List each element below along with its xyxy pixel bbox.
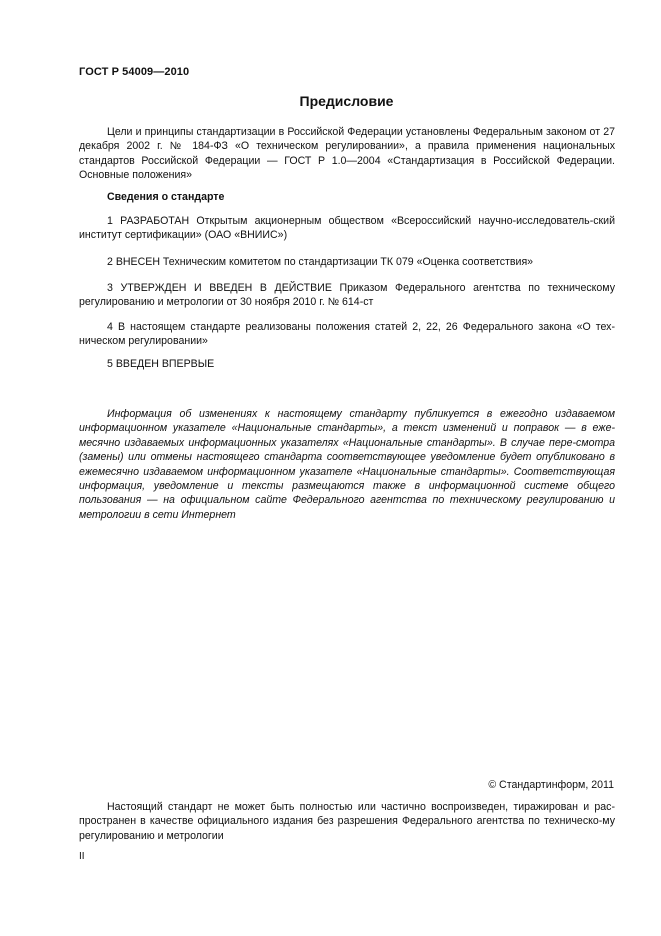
page-title: Предисловие: [299, 93, 394, 109]
info-item-5: 5 ВВЕДЕН ВПЕРВЫЕ: [107, 358, 215, 370]
info-item-4: 4 В настоящем стандарте реализованы положения статей 2, 22, 26 Федерального закона «О тех-ническом регулировании»: [79, 321, 615, 348]
reproduction-notice: Настоящий стандарт не может быть полностью или частично воспроизведен, тиражирован и рас-пространен в качестве официального издания без разрешения Федерального агентства по техническо-му регулированию и метрологии: [79, 801, 615, 842]
info-item-3: 3 УТВЕРЖДЕН И ВВЕДЕН В ДЕЙСТВИЕ Приказом Федерального агентства по техническому регулированию и метрологии от 30 ноября 2010 г. № 614-ст: [79, 282, 615, 309]
changes-info-paragraph: Информация об изменениях к настоящему стандарту публикуется в ежегодно издаваемом информационном указателе «Национальные стандарты», а текст изменений и поправок — в еже-месячно издаваемых информационных указателях «Национальные стандарты». В случае пере-смотра (замены) или отмены настоящего стандарта соответствующее уведомление будет опубликовано в ежемесячно издаваемом информационном указателе «Национальные стандарты». Соответствующая информация, уведомление и тексты размещаются также в информационной системе общего пользования — на официальном сайте Федерального агентства по техническому регулированию и метрологии в сети Интернет: [79, 408, 615, 521]
page-number: II: [79, 851, 85, 862]
info-item-2: 2 ВНЕСЕН Техническим комитетом по стандартизации ТК 079 «Оценка соответствия»: [107, 256, 534, 268]
info-item-1: 1 РАЗРАБОТАН Открытым акционерным обществом «Всероссийский научно-исследователь-ский институт сертификации» (ОАО «ВНИИС»): [79, 215, 615, 242]
standard-code: ГОСТ Р 54009—2010: [79, 66, 190, 78]
intro-paragraph: Цели и принципы стандартизации в Российской Федерации установлены Федеральным законом от 27 декабря 2002 г. № 184-ФЗ «О техническом регулировании», а правила применения национальных стандартов Российской Федерации — ГОСТ Р 1.0—2004 «Стандартизация в Российской Федерации. Основные положения»: [79, 126, 615, 182]
copyright-line: © Стандартинформ, 2011: [488, 779, 614, 791]
info-heading: Сведения о стандарте: [107, 191, 225, 203]
